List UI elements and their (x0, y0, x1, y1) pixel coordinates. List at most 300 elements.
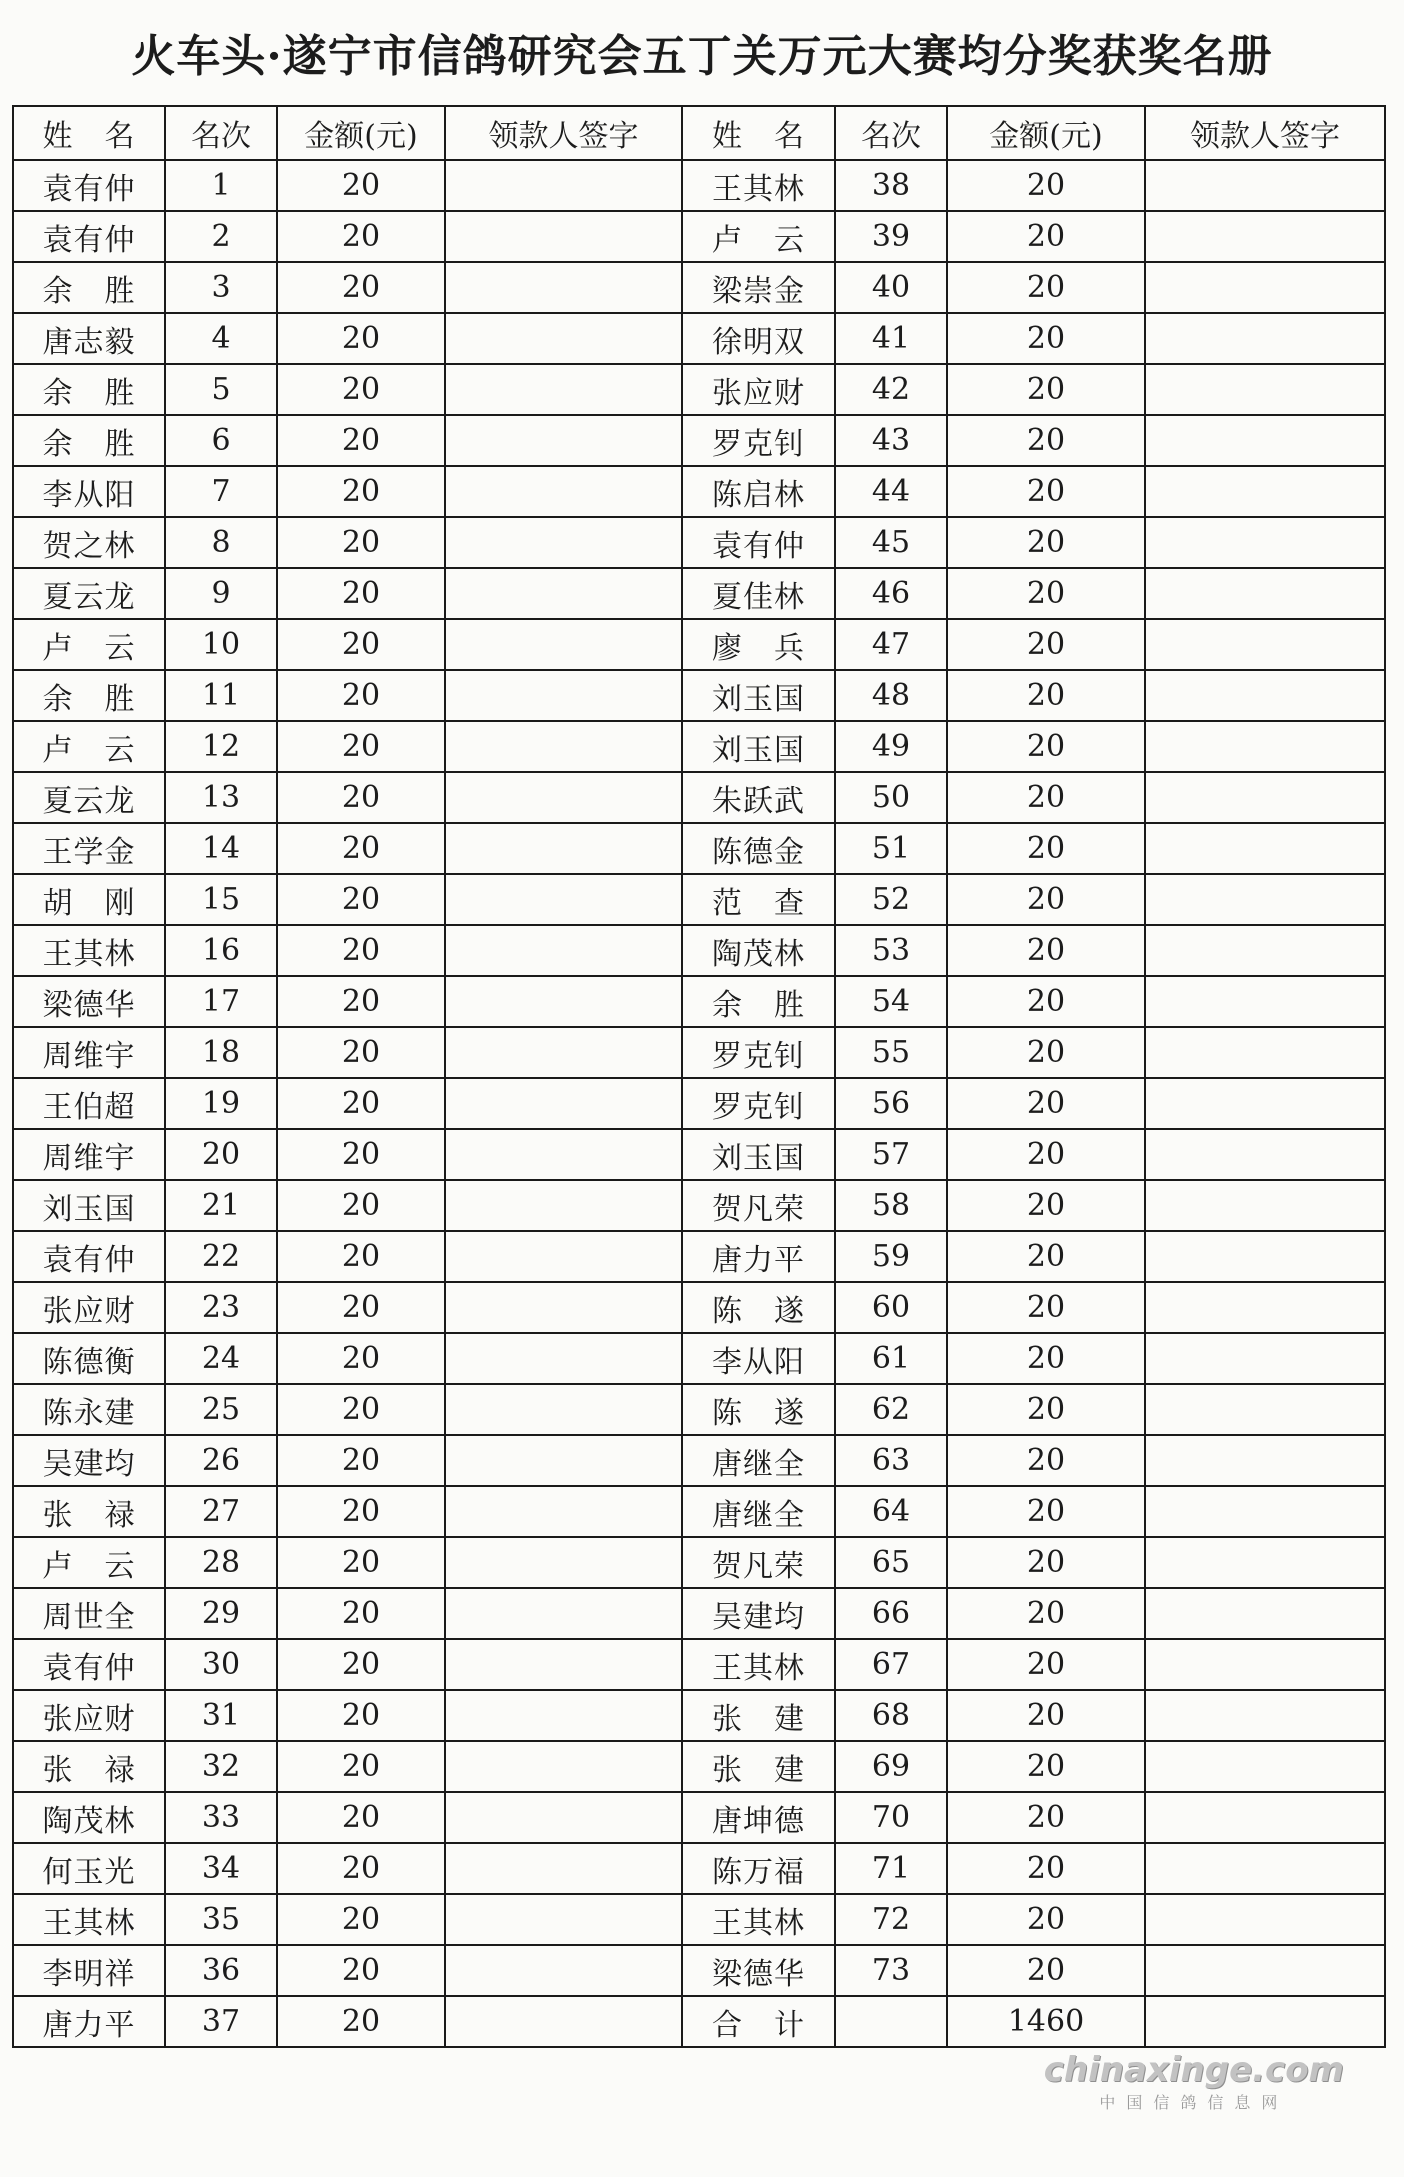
signature-cell (445, 874, 682, 925)
table-row (13, 823, 1385, 874)
signature-cell (445, 1486, 682, 1537)
rank-cell: 20 (165, 1129, 277, 1180)
table-row (13, 466, 1385, 517)
amount-cell: 20 (947, 1027, 1145, 1078)
signature-cell (445, 1180, 682, 1231)
rank-cell (835, 1996, 947, 2047)
winner-name: 陈德衡 (13, 1333, 165, 1384)
signature-cell (445, 1996, 682, 2047)
rank-cell: 60 (835, 1282, 947, 1333)
amount-cell: 20 (277, 211, 445, 262)
winner-name: 张应财 (13, 1690, 165, 1741)
signature-cell (1145, 976, 1385, 1027)
signature-cell (1145, 160, 1385, 211)
signature-cell (1145, 1894, 1385, 1945)
signature-cell (445, 1282, 682, 1333)
rank-cell: 47 (835, 619, 947, 670)
header-signature: 领款人签字 (445, 106, 682, 160)
winner-name: 陈 遂 (682, 1282, 835, 1333)
rank-cell: 42 (835, 364, 947, 415)
rank-cell: 67 (835, 1639, 947, 1690)
winner-name: 余 胜 (13, 415, 165, 466)
winner-name: 范 查 (682, 874, 835, 925)
amount-cell: 20 (947, 1282, 1145, 1333)
signature-cell (1145, 772, 1385, 823)
amount-cell: 20 (277, 874, 445, 925)
winner-name: 刘玉国 (13, 1180, 165, 1231)
table-row (13, 1639, 1385, 1690)
table-row (13, 262, 1385, 313)
rank-cell: 33 (165, 1792, 277, 1843)
winner-name: 王其林 (13, 1894, 165, 1945)
table-row (13, 874, 1385, 925)
table-row (13, 976, 1385, 1027)
table-row (13, 1231, 1385, 1282)
table-row (13, 1027, 1385, 1078)
signature-cell (445, 517, 682, 568)
winner-name: 张 建 (682, 1690, 835, 1741)
rank-cell: 46 (835, 568, 947, 619)
amount-cell: 20 (277, 1537, 445, 1588)
table-row (13, 517, 1385, 568)
signature-cell (445, 1843, 682, 1894)
rank-cell: 70 (835, 1792, 947, 1843)
rank-cell: 69 (835, 1741, 947, 1792)
winner-name: 卢 云 (13, 1537, 165, 1588)
signature-cell (1145, 1333, 1385, 1384)
signature-cell (445, 415, 682, 466)
winner-name: 李从阳 (682, 1333, 835, 1384)
amount-cell: 20 (947, 1894, 1145, 1945)
amount-cell: 20 (947, 568, 1145, 619)
winner-name: 夏云龙 (13, 772, 165, 823)
winner-name: 袁有仲 (682, 517, 835, 568)
award-roster-table (12, 105, 1386, 2048)
watermark-logo-text: chinaxinge.com (1043, 2050, 1344, 2090)
winner-name: 卢 云 (13, 619, 165, 670)
table-row (13, 1078, 1385, 1129)
rank-cell: 8 (165, 517, 277, 568)
signature-cell (445, 925, 682, 976)
table-row (13, 925, 1385, 976)
table-row (13, 1282, 1385, 1333)
rank-cell: 12 (165, 721, 277, 772)
winner-name: 王其林 (682, 1894, 835, 1945)
amount-cell: 20 (947, 313, 1145, 364)
signature-cell (445, 976, 682, 1027)
rank-cell: 29 (165, 1588, 277, 1639)
signature-cell (445, 721, 682, 772)
rank-cell: 62 (835, 1384, 947, 1435)
amount-cell: 20 (947, 1741, 1145, 1792)
amount-cell: 20 (947, 1639, 1145, 1690)
winner-name: 陶茂林 (682, 925, 835, 976)
signature-cell (445, 1690, 682, 1741)
amount-cell: 20 (947, 160, 1145, 211)
amount-cell: 20 (277, 364, 445, 415)
rank-cell: 56 (835, 1078, 947, 1129)
amount-cell: 20 (947, 925, 1145, 976)
rank-cell: 4 (165, 313, 277, 364)
signature-cell (1145, 1078, 1385, 1129)
amount-cell: 20 (947, 1690, 1145, 1741)
signature-cell (445, 1384, 682, 1435)
rank-cell: 35 (165, 1894, 277, 1945)
watermark-subtitle: 中国信鸽信息网 (1099, 2093, 1289, 2112)
amount-cell: 20 (277, 1843, 445, 1894)
table-row (13, 160, 1385, 211)
amount-cell: 20 (277, 1384, 445, 1435)
signature-cell (445, 1027, 682, 1078)
winner-name: 周世全 (13, 1588, 165, 1639)
table-row (13, 364, 1385, 415)
rank-cell: 10 (165, 619, 277, 670)
winner-name: 陈启林 (682, 466, 835, 517)
winner-name: 卢 云 (13, 721, 165, 772)
winner-name: 周维宇 (13, 1129, 165, 1180)
signature-cell (1145, 925, 1385, 976)
signature-cell (1145, 670, 1385, 721)
table-row (13, 313, 1385, 364)
rank-cell: 43 (835, 415, 947, 466)
watermark (1044, 2050, 1344, 2113)
signature-cell (1145, 364, 1385, 415)
rank-cell: 30 (165, 1639, 277, 1690)
signature-cell (445, 1588, 682, 1639)
rank-cell: 54 (835, 976, 947, 1027)
amount-cell: 20 (277, 1639, 445, 1690)
rank-cell: 3 (165, 262, 277, 313)
table-row (13, 1333, 1385, 1384)
winner-name: 贺之林 (13, 517, 165, 568)
signature-cell (445, 1129, 682, 1180)
winner-name: 唐志毅 (13, 313, 165, 364)
rank-cell: 19 (165, 1078, 277, 1129)
rank-cell: 18 (165, 1027, 277, 1078)
signature-cell (445, 262, 682, 313)
signature-cell (445, 1231, 682, 1282)
amount-cell: 20 (277, 313, 445, 364)
rank-cell: 45 (835, 517, 947, 568)
amount-cell: 20 (947, 1231, 1145, 1282)
amount-cell: 20 (277, 1588, 445, 1639)
table-row (13, 1945, 1385, 1996)
rank-cell: 63 (835, 1435, 947, 1486)
signature-cell (445, 1792, 682, 1843)
signature-cell (1145, 1843, 1385, 1894)
rank-cell: 26 (165, 1435, 277, 1486)
winner-name: 张 禄 (13, 1741, 165, 1792)
amount-cell: 20 (947, 364, 1145, 415)
rank-cell: 34 (165, 1843, 277, 1894)
table-row (13, 1384, 1385, 1435)
table-row (13, 1129, 1385, 1180)
rank-cell: 48 (835, 670, 947, 721)
amount-cell: 20 (277, 1333, 445, 1384)
rank-cell: 73 (835, 1945, 947, 1996)
signature-cell (1145, 1537, 1385, 1588)
winner-name: 余 胜 (13, 364, 165, 415)
rank-cell: 23 (165, 1282, 277, 1333)
header-amount: 金额(元) (277, 106, 445, 160)
signature-cell (1145, 1996, 1385, 2047)
amount-cell: 20 (277, 1996, 445, 2047)
winner-name: 王其林 (682, 1639, 835, 1690)
signature-cell (445, 466, 682, 517)
amount-cell: 20 (277, 1486, 445, 1537)
page-title: 火车头·遂宁市信鸽研究会五丁关万元大赛均分奖获奖名册 (131, 31, 1273, 82)
signature-cell (1145, 517, 1385, 568)
winner-name: 余 胜 (13, 670, 165, 721)
signature-cell (445, 1537, 682, 1588)
table-row (13, 619, 1385, 670)
rank-cell: 6 (165, 415, 277, 466)
rank-cell: 14 (165, 823, 277, 874)
winner-name: 廖 兵 (682, 619, 835, 670)
winner-name: 罗克钊 (682, 415, 835, 466)
amount-cell: 20 (947, 1078, 1145, 1129)
signature-cell (1145, 568, 1385, 619)
signature-cell (1145, 1639, 1385, 1690)
signature-cell (1145, 1486, 1385, 1537)
winner-name: 唐继全 (682, 1486, 835, 1537)
amount-cell: 20 (947, 1129, 1145, 1180)
amount-cell: 20 (947, 1792, 1145, 1843)
rank-cell: 15 (165, 874, 277, 925)
amount-cell: 20 (947, 1537, 1145, 1588)
signature-cell (445, 1741, 682, 1792)
winner-name: 梁德华 (682, 1945, 835, 1996)
signature-cell (1145, 1435, 1385, 1486)
amount-cell: 20 (277, 466, 445, 517)
table-row (13, 1792, 1385, 1843)
winner-name: 陶茂林 (13, 1792, 165, 1843)
winner-name: 王学金 (13, 823, 165, 874)
amount-cell: 20 (947, 1180, 1145, 1231)
winner-name: 徐明双 (682, 313, 835, 364)
table-row (13, 1690, 1385, 1741)
rank-cell: 52 (835, 874, 947, 925)
signature-cell (1145, 466, 1385, 517)
amount-cell: 20 (947, 1333, 1145, 1384)
winner-name: 梁崇金 (682, 262, 835, 313)
amount-cell: 20 (277, 517, 445, 568)
winner-name: 合 计 (682, 1996, 835, 2047)
header-name: 姓 名 (682, 106, 835, 160)
table-row (13, 1996, 1385, 2047)
rank-cell: 49 (835, 721, 947, 772)
amount-cell: 20 (277, 1792, 445, 1843)
amount-cell: 1460 (947, 1996, 1145, 2047)
amount-cell: 20 (947, 619, 1145, 670)
signature-cell (445, 1435, 682, 1486)
winner-name: 唐力平 (13, 1996, 165, 2047)
rank-cell: 11 (165, 670, 277, 721)
winner-name: 刘玉国 (682, 670, 835, 721)
rank-cell: 38 (835, 160, 947, 211)
winner-name: 余 胜 (682, 976, 835, 1027)
header-name: 姓 名 (13, 106, 165, 160)
amount-cell: 20 (277, 262, 445, 313)
table-row (13, 772, 1385, 823)
amount-cell: 20 (277, 1231, 445, 1282)
rank-cell: 68 (835, 1690, 947, 1741)
winner-name: 吴建均 (682, 1588, 835, 1639)
rank-cell: 41 (835, 313, 947, 364)
signature-cell (1145, 211, 1385, 262)
winner-name: 夏云龙 (13, 568, 165, 619)
rank-cell: 53 (835, 925, 947, 976)
table-row (13, 1843, 1385, 1894)
table-row (13, 1435, 1385, 1486)
signature-cell (445, 1333, 682, 1384)
rank-cell: 9 (165, 568, 277, 619)
winner-name: 贺凡荣 (682, 1537, 835, 1588)
rank-cell: 71 (835, 1843, 947, 1894)
winner-name: 袁有仲 (13, 211, 165, 262)
rank-cell: 13 (165, 772, 277, 823)
signature-cell (445, 211, 682, 262)
signature-cell (445, 619, 682, 670)
table-row (13, 721, 1385, 772)
signature-cell (1145, 721, 1385, 772)
amount-cell: 20 (947, 1945, 1145, 1996)
amount-cell: 20 (277, 1690, 445, 1741)
signature-cell (445, 313, 682, 364)
amount-cell: 20 (947, 1843, 1145, 1894)
amount-cell: 20 (947, 721, 1145, 772)
amount-cell: 20 (277, 721, 445, 772)
rank-cell: 2 (165, 211, 277, 262)
amount-cell: 20 (947, 262, 1145, 313)
rank-cell: 22 (165, 1231, 277, 1282)
winner-name: 王伯超 (13, 1078, 165, 1129)
table-row (13, 1588, 1385, 1639)
rank-cell: 50 (835, 772, 947, 823)
signature-cell (1145, 313, 1385, 364)
winner-name: 陈德金 (682, 823, 835, 874)
signature-cell (1145, 1129, 1385, 1180)
rank-cell: 58 (835, 1180, 947, 1231)
amount-cell: 20 (277, 160, 445, 211)
amount-cell: 20 (277, 1945, 445, 1996)
amount-cell: 20 (947, 874, 1145, 925)
amount-cell: 20 (277, 1180, 445, 1231)
signature-cell (445, 772, 682, 823)
winner-name: 李明祥 (13, 1945, 165, 1996)
amount-cell: 20 (947, 772, 1145, 823)
amount-cell: 20 (277, 568, 445, 619)
winner-name: 唐力平 (682, 1231, 835, 1282)
amount-cell: 20 (277, 670, 445, 721)
signature-cell (1145, 415, 1385, 466)
amount-cell: 20 (947, 517, 1145, 568)
winner-name: 罗克钊 (682, 1078, 835, 1129)
table-row (13, 1180, 1385, 1231)
rank-cell: 36 (165, 1945, 277, 1996)
rank-cell: 40 (835, 262, 947, 313)
amount-cell: 20 (947, 466, 1145, 517)
signature-cell (1145, 1945, 1385, 1996)
signature-cell (445, 1894, 682, 1945)
rank-cell: 31 (165, 1690, 277, 1741)
signature-cell (445, 670, 682, 721)
amount-cell: 20 (277, 772, 445, 823)
signature-cell (445, 1639, 682, 1690)
amount-cell: 20 (947, 1486, 1145, 1537)
winner-name: 陈 遂 (682, 1384, 835, 1435)
winner-name: 朱跃武 (682, 772, 835, 823)
winner-name: 袁有仲 (13, 1231, 165, 1282)
header-rank: 名次 (835, 106, 947, 160)
amount-cell: 20 (277, 619, 445, 670)
signature-cell (1145, 619, 1385, 670)
rank-cell: 16 (165, 925, 277, 976)
rank-cell: 25 (165, 1384, 277, 1435)
amount-cell: 20 (947, 211, 1145, 262)
signature-cell (1145, 1741, 1385, 1792)
signature-cell (1145, 1231, 1385, 1282)
rank-cell: 66 (835, 1588, 947, 1639)
signature-cell (445, 1078, 682, 1129)
rank-cell: 27 (165, 1486, 277, 1537)
signature-cell (1145, 1588, 1385, 1639)
winner-name: 唐坤德 (682, 1792, 835, 1843)
rank-cell: 37 (165, 1996, 277, 2047)
amount-cell: 20 (277, 1078, 445, 1129)
winner-name: 李从阳 (13, 466, 165, 517)
winner-name: 刘玉国 (682, 721, 835, 772)
signature-cell (1145, 1690, 1385, 1741)
rank-cell: 7 (165, 466, 277, 517)
signature-cell (1145, 874, 1385, 925)
amount-cell: 20 (947, 670, 1145, 721)
signature-cell (445, 823, 682, 874)
winner-name: 卢 云 (682, 211, 835, 262)
winner-name: 罗克钊 (682, 1027, 835, 1078)
signature-cell (1145, 823, 1385, 874)
amount-cell: 20 (947, 976, 1145, 1027)
rank-cell: 59 (835, 1231, 947, 1282)
winner-name: 余 胜 (13, 262, 165, 313)
rank-cell: 64 (835, 1486, 947, 1537)
winner-name: 刘玉国 (682, 1129, 835, 1180)
rank-cell: 17 (165, 976, 277, 1027)
table-row (13, 211, 1385, 262)
winner-name: 陈永建 (13, 1384, 165, 1435)
signature-cell (1145, 1792, 1385, 1843)
winner-name: 张应财 (682, 364, 835, 415)
winner-name: 夏佳林 (682, 568, 835, 619)
winner-name: 吴建均 (13, 1435, 165, 1486)
amount-cell: 20 (277, 1027, 445, 1078)
winner-name: 袁有仲 (13, 160, 165, 211)
header-amount: 金额(元) (947, 106, 1145, 160)
amount-cell: 20 (277, 1741, 445, 1792)
amount-cell: 20 (277, 823, 445, 874)
amount-cell: 20 (947, 415, 1145, 466)
signature-cell (445, 160, 682, 211)
rank-cell: 44 (835, 466, 947, 517)
rank-cell: 55 (835, 1027, 947, 1078)
signature-cell (1145, 1282, 1385, 1333)
table-row (13, 415, 1385, 466)
rank-cell: 28 (165, 1537, 277, 1588)
amount-cell: 20 (947, 1384, 1145, 1435)
header-signature: 领款人签字 (1145, 106, 1385, 160)
table-row (13, 670, 1385, 721)
amount-cell: 20 (277, 1282, 445, 1333)
